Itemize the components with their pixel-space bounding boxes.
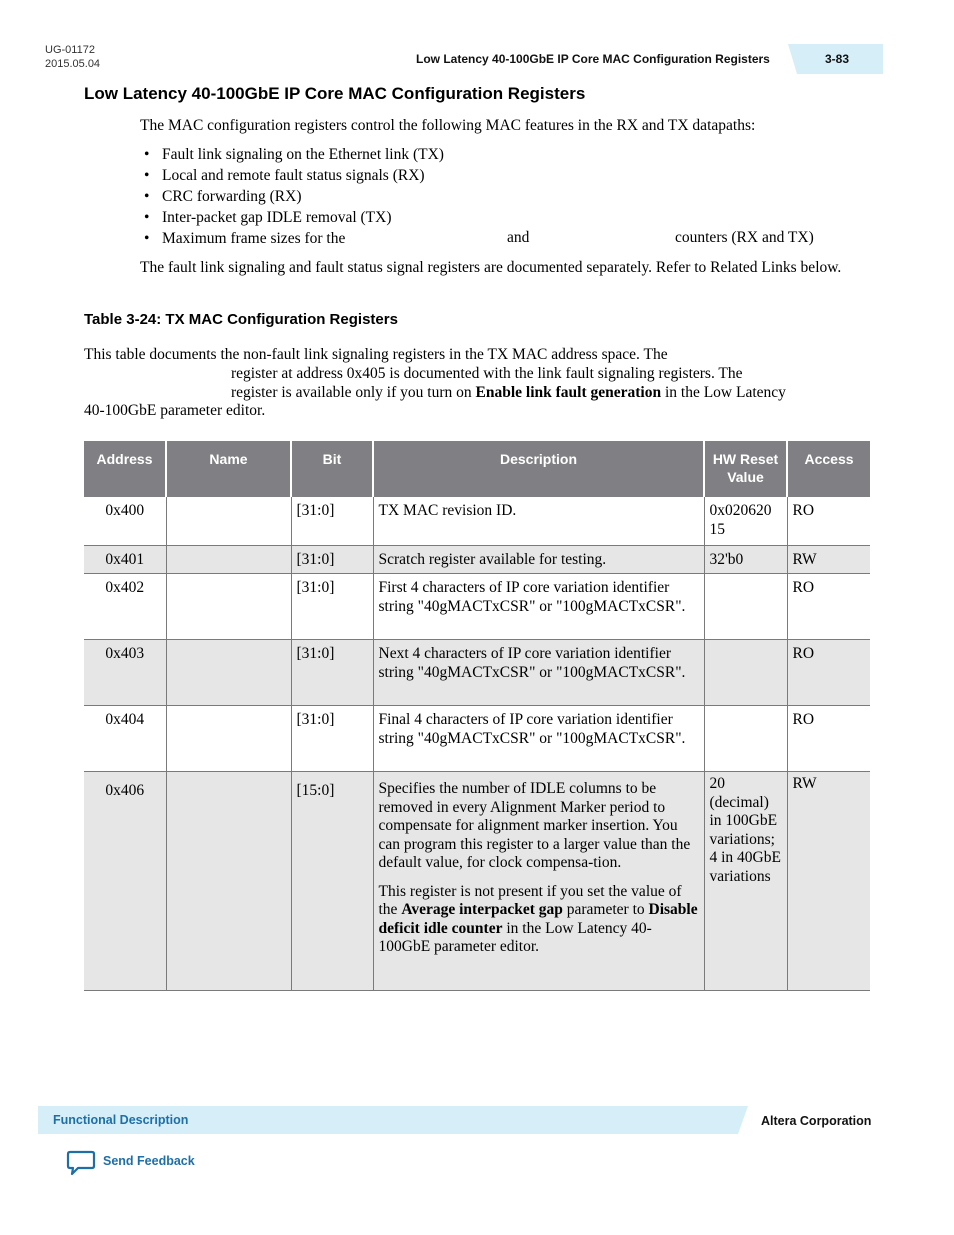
column-header-bit: Bit — [291, 441, 373, 497]
cell-access: RO — [787, 706, 870, 772]
fault-note-paragraph: The fault link signaling and fault status signal registers are documented separately. Refer to Related Links below. — [140, 259, 842, 276]
cell-description: Scratch register available for testing. — [373, 545, 704, 574]
parameter-name: Average interpacket gap — [401, 901, 563, 918]
cell-access: RO — [787, 574, 870, 640]
bullet-item: • Local and remote fault status signals (RX) — [162, 166, 425, 185]
cell-bit: [31:0] — [291, 574, 373, 640]
cell-address: 0x401 — [84, 545, 166, 574]
cell-reset — [704, 574, 787, 640]
cell-bit: [31:0] — [291, 640, 373, 706]
section-title: Low Latency 40-100GbE IP Core MAC Configuration Registers — [84, 84, 586, 103]
bullet-item: • Fault link signaling on the Ethernet link (TX) — [162, 145, 444, 164]
description-text: This register is not present if you set the value of the — [378, 882, 682, 918]
table-row — [84, 545, 870, 574]
cell-access: RW — [787, 545, 870, 574]
cell-name — [166, 706, 291, 772]
column-header-access: Access — [787, 441, 870, 497]
table-row — [84, 706, 870, 772]
description-text: in the Low Latency 40-100GbE parameter editor. — [378, 919, 652, 955]
cell-access: RW — [787, 772, 870, 991]
cell-address: 0x406 — [84, 772, 166, 991]
bullet-item: • Inter-packet gap IDLE removal (TX) — [162, 208, 392, 227]
table-description-line: register at address 0x405 is documented with the link fault signaling registers. The — [231, 365, 743, 382]
column-header-reset: HW Reset Value — [704, 441, 787, 497]
speech-bubble-icon[interactable] — [66, 1150, 96, 1176]
cell-reset: 0x020620 15 — [704, 497, 787, 545]
cell-reset: 32'b0 — [704, 545, 787, 574]
bullet-item: • CRC forwarding (RX) — [162, 187, 302, 206]
cell-address: 0x403 — [84, 640, 166, 706]
footer-company: Altera Corporation — [761, 1114, 872, 1128]
table-description-line: This table documents the non-fault link signaling registers in the TX MAC address space. The — [84, 346, 668, 363]
cell-name — [166, 640, 291, 706]
column-header-address: Address — [84, 441, 166, 497]
cell-name — [166, 545, 291, 574]
document-date: 2015.05.04 — [45, 58, 101, 70]
table-row — [84, 497, 870, 545]
cell-description: First 4 characters of IP core variation identifier string "40gMACTxCSR" or "100gMACTxCSR". — [373, 574, 704, 640]
table-caption: Table 3-24: TX MAC Configuration Registers — [84, 311, 398, 328]
cell-reset — [704, 640, 787, 706]
table-row — [84, 772, 870, 991]
table-description-line — [231, 383, 786, 402]
cell-description: TX MAC revision ID. — [373, 497, 704, 545]
cell-bit: [31:0] — [291, 706, 373, 772]
table-row — [84, 640, 870, 706]
description-text: parameter to — [566, 901, 645, 918]
cell-name — [166, 497, 291, 545]
footer-section-link[interactable]: Functional Description — [53, 1113, 189, 1127]
description-paragraph: Specifies the number of IDLE columns to be removed in every Alignment Marker period to compensate for alignment marker insertion. You can program this register to a larger value than the default value, for clock compensa-tion. — [378, 780, 691, 871]
cell-description — [373, 772, 704, 991]
cell-description: Next 4 characters of IP core variation identifier string "40gMACTxCSR" or "100gMACTxCSR". — [373, 640, 704, 706]
register-table — [84, 441, 870, 991]
cell-bit: [15:0] — [291, 772, 373, 991]
cell-description: Final 4 characters of IP core variation identifier string "40gMACTxCSR" or "100gMACTxCSR". — [373, 706, 704, 772]
description-text: register is available only if you turn on — [231, 384, 472, 401]
intro-paragraph: The MAC configuration registers control the following MAC features in the RX and TX datapaths: — [140, 117, 756, 134]
cell-reset: 20 (decimal) in 100GbE variations; 4 in 40GbE variations — [704, 772, 787, 991]
description-text: in the Low Latency — [664, 384, 786, 401]
cell-name — [166, 574, 291, 640]
send-feedback-link[interactable]: Send Feedback — [103, 1154, 195, 1168]
cell-access: RO — [787, 497, 870, 545]
document-number: UG-01172 — [45, 44, 95, 56]
parameter-value: Disable deficit idle counter — [378, 901, 698, 937]
cell-reset — [704, 706, 787, 772]
document-id — [45, 43, 100, 71]
table-header-row — [84, 441, 870, 497]
cell-name — [166, 772, 291, 991]
page-number: 3-83 — [825, 52, 850, 66]
description-bold-text: Enable link fault generation — [475, 384, 662, 401]
cell-bit: [31:0] — [291, 545, 373, 574]
bullet-item-conjunction: and — [507, 229, 530, 246]
bullet-item: • Maximum frame sizes for the — [162, 229, 345, 248]
column-header-description: Description — [373, 441, 704, 497]
cell-address: 0x404 — [84, 706, 166, 772]
table-row — [84, 574, 870, 640]
column-header-name: Name — [166, 441, 291, 497]
cell-address: 0x400 — [84, 497, 166, 545]
bullet-item-tail: counters (RX and TX) — [675, 229, 814, 246]
running-header-title: Low Latency 40-100GbE IP Core MAC Configuration Registers — [416, 52, 770, 66]
cell-address: 0x402 — [84, 574, 166, 640]
description-paragraph — [379, 883, 699, 957]
cell-bit: [31:0] — [291, 497, 373, 545]
table-description-line: 40-100GbE parameter editor. — [84, 402, 266, 419]
cell-access: RO — [787, 640, 870, 706]
